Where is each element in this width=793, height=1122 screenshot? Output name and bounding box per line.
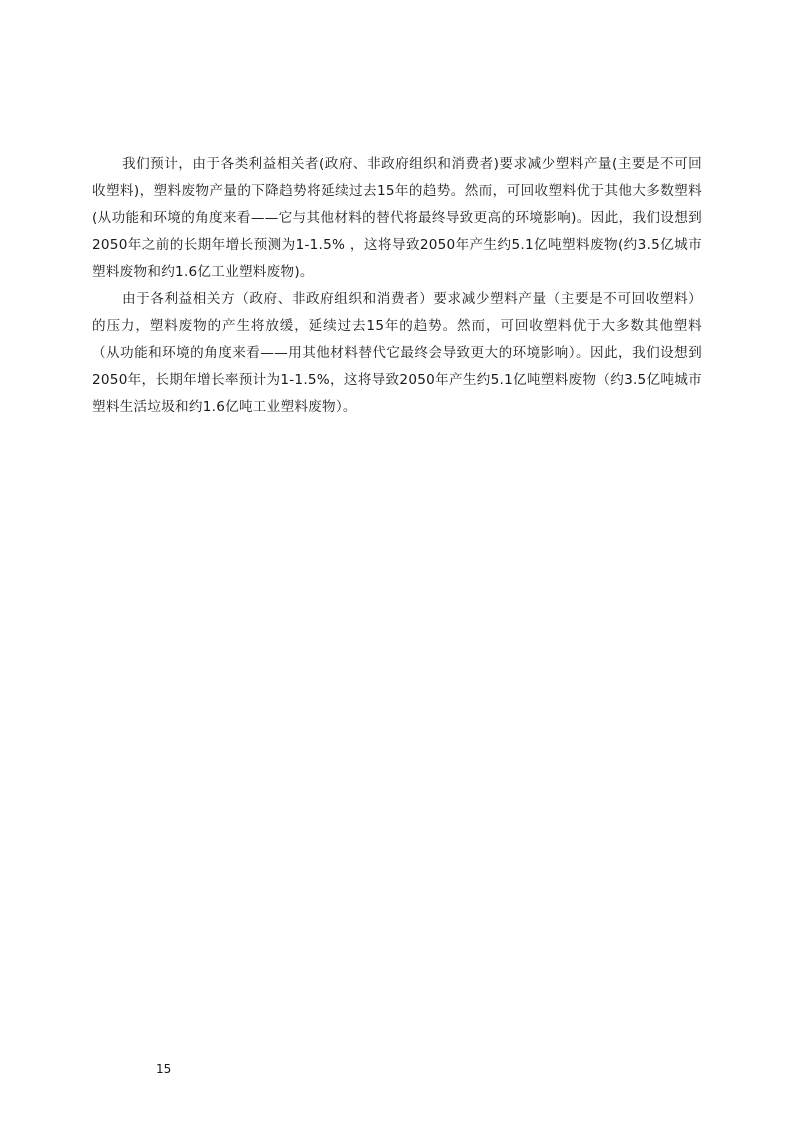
paragraph-2: 由于各利益相关方（政府、非政府组织和消费者）要求减少塑料产量（主要是不可回收塑料）的压力，塑料废物的产生将放缓，延续过去15年的趋势。然而，可回收塑料优于大多数其他塑料（从功能和环境的角度来看——用其他材料替代它最终会导致更大的环境影响）。因此，我们设想到2050年，长期年增长率预计为1-1.5%，这将导致2050年产生约5.1亿吨塑料废物（约3.5亿吨城市塑料生活垃圾和约1.6亿吨工业塑料废物）。 bbox=[92, 291, 702, 415]
paragraph-1: 我们预计，由于各类利益相关者(政府、非政府组织和消费者)要求减少塑料产量(主要是不可回收塑料)，塑料废物产量的下降趋势将延续过去15年的趋势。然而，可回收塑料优于其他大多数塑料(从功能和环境的角度来看——它与其他材料的替代将最终导致更高的环境影响)。因此，我们设想到2050年之前的长期年增长预测为1-1.5% ，这将导致2050年产生约5.1亿吨塑料废物(约3.5亿城市塑料废物和约1.6亿工业塑料废物)。 bbox=[92, 156, 702, 280]
body-text bbox=[92, 151, 702, 421]
page-number: 15 bbox=[156, 1062, 172, 1076]
